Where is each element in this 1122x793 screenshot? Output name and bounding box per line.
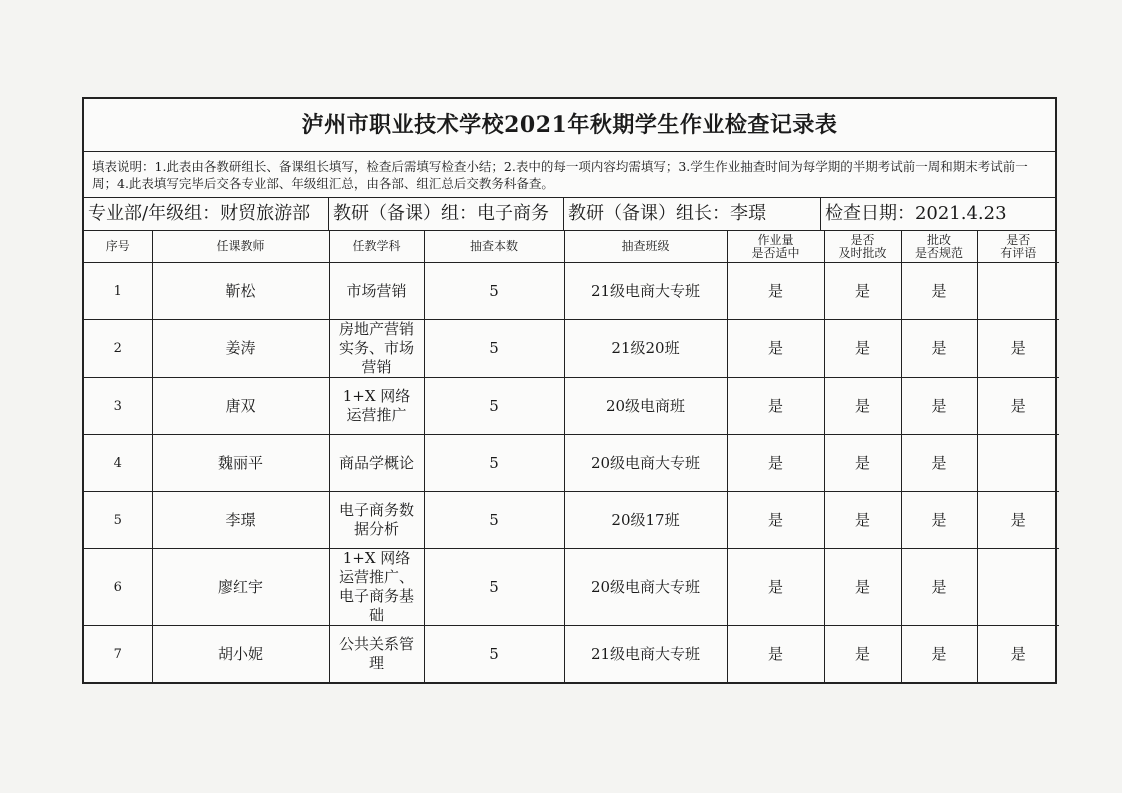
cell-amount: 是 xyxy=(727,320,824,378)
table-row xyxy=(84,320,1059,378)
table-row xyxy=(84,492,1059,549)
cell-timely: 是 xyxy=(824,320,901,378)
cell-standard: 是 xyxy=(901,549,977,626)
cell-count: 5 xyxy=(424,626,564,683)
group-field: 教研（备课）组：电子商务 xyxy=(329,198,564,230)
cell-subject: 公共关系管理 xyxy=(329,626,424,683)
cell-timely: 是 xyxy=(824,549,901,626)
cell-standard: 是 xyxy=(901,626,977,683)
table-row xyxy=(84,549,1059,626)
filling-instructions: 填表说明：1.此表由各教研组长、备课组长填写，检查后需填写检查小结；2.表中的每一项内容均需填写；3.学生作业抽查时间为每学期的半期考试前一周和期末考试前一周；4.此表填写完毕后交各专业部、年级组汇总，由各部、组汇总后交教务科备查。 xyxy=(84,152,1055,198)
cell-timely: 是 xyxy=(824,263,901,320)
document-title: 泸州市职业技术学校2021年秋期学生作业检查记录表 xyxy=(84,99,1055,152)
cell-count: 5 xyxy=(424,320,564,378)
cell-amount: 是 xyxy=(727,492,824,549)
table-row xyxy=(84,626,1059,683)
cell-subject: 房地产营销实务、市场营销 xyxy=(329,320,424,378)
cell-timely: 是 xyxy=(824,378,901,435)
header-seq: 序号 xyxy=(84,231,152,263)
cell-seq: 7 xyxy=(84,626,152,683)
cell-class: 20级17班 xyxy=(564,492,727,549)
cell-teacher: 唐双 xyxy=(152,378,329,435)
cell-seq: 5 xyxy=(84,492,152,549)
cell-count: 5 xyxy=(424,549,564,626)
cell-class: 21级电商大专班 xyxy=(564,626,727,683)
cell-comment: 是 xyxy=(977,492,1059,549)
cell-teacher: 胡小妮 xyxy=(152,626,329,683)
cell-timely: 是 xyxy=(824,626,901,683)
cell-count: 5 xyxy=(424,492,564,549)
cell-comment: 是 xyxy=(977,378,1059,435)
cell-count: 5 xyxy=(424,263,564,320)
cell-teacher: 李璟 xyxy=(152,492,329,549)
header-standard: 批改 是否规范 xyxy=(901,231,977,263)
cell-count: 5 xyxy=(424,435,564,492)
cell-seq: 6 xyxy=(84,549,152,626)
cell-seq: 2 xyxy=(84,320,152,378)
header-comment: 是否 有评语 xyxy=(977,231,1059,263)
record-sheet xyxy=(82,97,1057,684)
cell-subject: 1+X 网络运营推广 xyxy=(329,378,424,435)
cell-standard: 是 xyxy=(901,263,977,320)
header-count: 抽查本数 xyxy=(424,231,564,263)
cell-standard: 是 xyxy=(901,435,977,492)
cell-comment: 是 xyxy=(977,626,1059,683)
cell-class: 21级20班 xyxy=(564,320,727,378)
cell-comment xyxy=(977,263,1059,320)
header-row xyxy=(84,231,1059,263)
cell-class: 20级电商大专班 xyxy=(564,435,727,492)
cell-standard: 是 xyxy=(901,492,977,549)
cell-subject: 商品学概论 xyxy=(329,435,424,492)
table-row xyxy=(84,378,1059,435)
cell-teacher: 靳松 xyxy=(152,263,329,320)
cell-comment: 是 xyxy=(977,320,1059,378)
leader-field: 教研（备课）组长：李璟 xyxy=(564,198,821,230)
cell-class: 21级电商大专班 xyxy=(564,263,727,320)
cell-comment xyxy=(977,435,1059,492)
header-class: 抽查班级 xyxy=(564,231,727,263)
table-row xyxy=(84,263,1059,320)
cell-teacher: 姜涛 xyxy=(152,320,329,378)
header-subject: 任教学科 xyxy=(329,231,424,263)
cell-comment xyxy=(977,549,1059,626)
cell-class: 20级电商班 xyxy=(564,378,727,435)
meta-row xyxy=(84,198,1055,231)
cell-amount: 是 xyxy=(727,626,824,683)
cell-seq: 1 xyxy=(84,263,152,320)
cell-count: 5 xyxy=(424,378,564,435)
cell-subject: 1+X 网络运营推广、电子商务基础 xyxy=(329,549,424,626)
cell-amount: 是 xyxy=(727,435,824,492)
cell-amount: 是 xyxy=(727,378,824,435)
cell-subject: 电子商务数据分析 xyxy=(329,492,424,549)
cell-seq: 3 xyxy=(84,378,152,435)
cell-timely: 是 xyxy=(824,435,901,492)
cell-seq: 4 xyxy=(84,435,152,492)
table-row xyxy=(84,435,1059,492)
cell-teacher: 廖红宇 xyxy=(152,549,329,626)
cell-timely: 是 xyxy=(824,492,901,549)
department-field: 专业部/年级组：财贸旅游部 xyxy=(84,198,329,230)
cell-subject: 市场营销 xyxy=(329,263,424,320)
cell-teacher: 魏丽平 xyxy=(152,435,329,492)
inspection-table xyxy=(84,231,1059,682)
cell-amount: 是 xyxy=(727,549,824,626)
cell-class: 20级电商大专班 xyxy=(564,549,727,626)
header-teacher: 任课教师 xyxy=(152,231,329,263)
cell-standard: 是 xyxy=(901,320,977,378)
cell-standard: 是 xyxy=(901,378,977,435)
cell-amount: 是 xyxy=(727,263,824,320)
header-timely: 是否 及时批改 xyxy=(824,231,901,263)
date-field: 检查日期：2021.4.23 xyxy=(824,203,1007,224)
header-amount: 作业量 是否适中 xyxy=(727,231,824,263)
